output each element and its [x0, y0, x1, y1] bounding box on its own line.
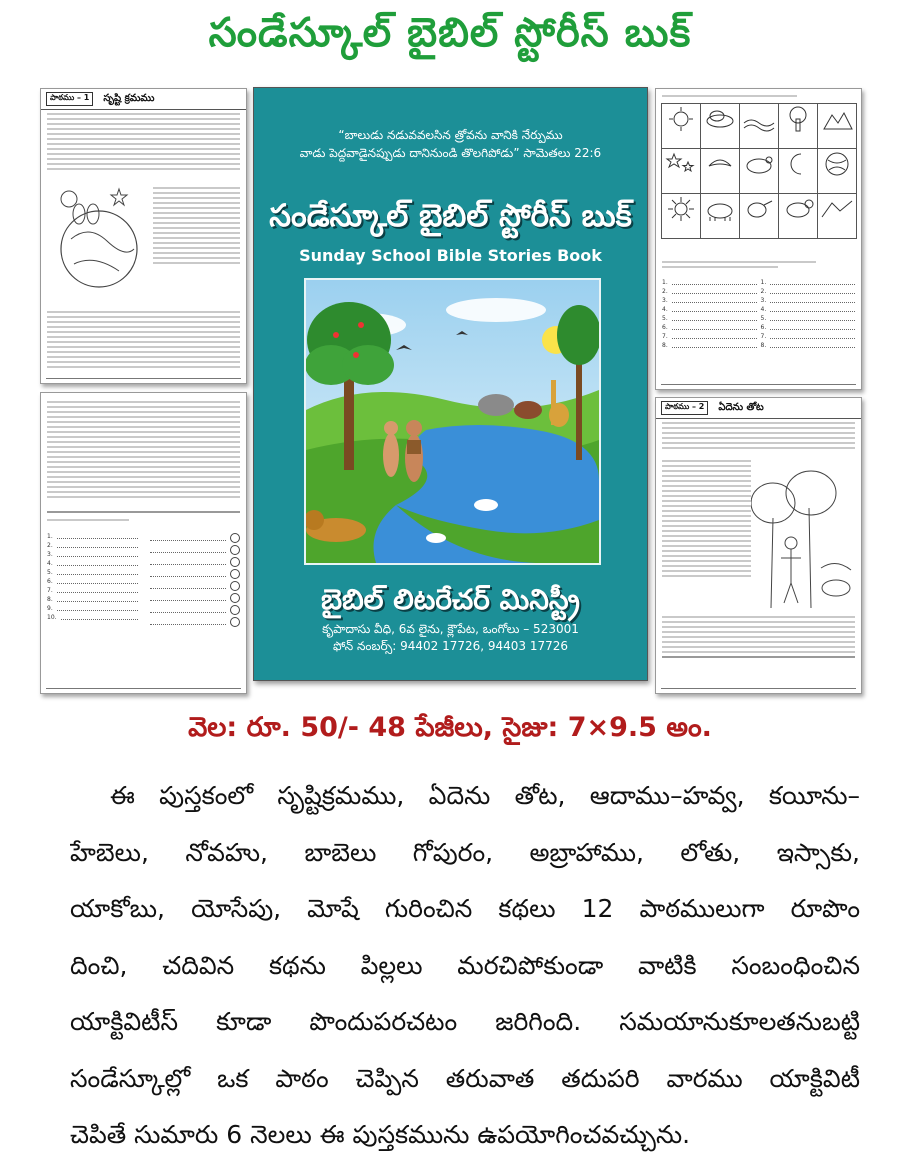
lesson-heading: ఏదెను తోట [718, 402, 764, 413]
cover-publisher: బైబిల్ లిటరేచర్ మినిస్ట్రీ [321, 583, 580, 616]
lesson-number: పాఠము – 1 [46, 92, 93, 106]
cover-subtitle: Sunday School Bible Stories Book [299, 246, 602, 265]
description-line: సండేస్కూల్లో ఒక పాఠం చెప్పిన తరువాత తదుపరి వారము యాక్టివిటీ [70, 1063, 860, 1093]
page-footer [46, 378, 241, 380]
creation-illustration [49, 179, 149, 299]
description-line: ఈ పుస్తకంలో సృష్టిక్రమము, ఏదెను తోట, ఆదాము–హవ్వ, కయీను– [110, 781, 860, 810]
cover-address-block [254, 621, 647, 655]
cover-phone: ఫోన్ నంబర్స్: 94402 17726, 94403 17726 [332, 639, 569, 653]
description-line: దించి, చదివిన కథను పిల్లలు మరచిపోకుండా వాటికి సంబంధించిన [70, 950, 860, 980]
eden-garden-illustration [751, 458, 856, 608]
page-footer [661, 688, 856, 690]
price-and-size-line: వెల: రూ. 50/- 48 పేజీలు, సైజు: 7×9.5 అం. [188, 712, 712, 743]
quote-line-1: “బాలుడు నడువవలసిన త్రోవను వానికి నేర్పుము [338, 128, 563, 142]
cover-quote [254, 126, 647, 162]
text-block [662, 95, 855, 100]
text-block [47, 311, 240, 371]
lesson-header [656, 398, 861, 419]
page-footer [46, 688, 241, 690]
cover-title: సండేస్కూల్ బైబిల్ స్టోరీస్ బుక్ [269, 198, 632, 234]
text-block [662, 422, 855, 452]
book-cover [253, 87, 648, 681]
description-line: హేబెలు, నోవహు, బాబెలు గోపురం, అబ్రాహాము, లోతు, ఇస్సాకు, [70, 837, 860, 867]
page-title: సండేస్కూల్ బైబిల్ స్టోరీస్ బుక్ [208, 10, 692, 56]
text-block [153, 187, 240, 267]
quote-line-2: వాడు పెద్దవాడైనప్పుడు దానినుండి తొలగిపోడు” సామెతలు 22:6 [299, 146, 602, 160]
lesson-heading: సృష్టి క్రమము [103, 93, 155, 104]
description-line: యాకోబు, యోసేపు, మోషే గురించిన కథలు 12 పాఠములుగా రూపొం [70, 894, 860, 923]
text-block [47, 113, 240, 173]
sample-page-lesson-2 [655, 397, 862, 694]
book-description [70, 768, 860, 1164]
text-block [47, 401, 240, 501]
description-line: యాక్టివిటీస్ కూడా పొందుపరచటం జరిగింది. సమయానుకూలతనుబట్టి [70, 1007, 860, 1036]
lesson-header [41, 89, 246, 110]
text-block [662, 261, 855, 271]
matching-exercise: 1. 1. 2. 2. 3. 3. 4. 4. 5. 5. 6. 6. 7. 7. 8. 8. [656, 277, 861, 351]
sample-page-quiz [40, 392, 247, 694]
garden-of-eden-illustration [304, 278, 601, 565]
lesson-number: పాఠము – 2 [661, 401, 708, 415]
text-block [662, 616, 855, 661]
quiz-block: 1. 2. 3. 4. 5. 6. 7. 8. 9. 10. [41, 511, 246, 629]
cover-address: కృపాదాసు వీధి, 6వ లైను, క్లౌపేట, ఒంగోలు – 523001 [322, 622, 579, 636]
text-block [662, 460, 751, 580]
sample-page-lesson-1 [40, 88, 247, 384]
sample-page-activity [655, 88, 862, 390]
activity-picture-grid [661, 103, 857, 239]
page-footer [661, 384, 856, 386]
description-line: చెపితే సుమారు 6 నెలలు ఈ పుస్తకమును ఉపయోగించవచ్చును. [70, 1120, 691, 1149]
